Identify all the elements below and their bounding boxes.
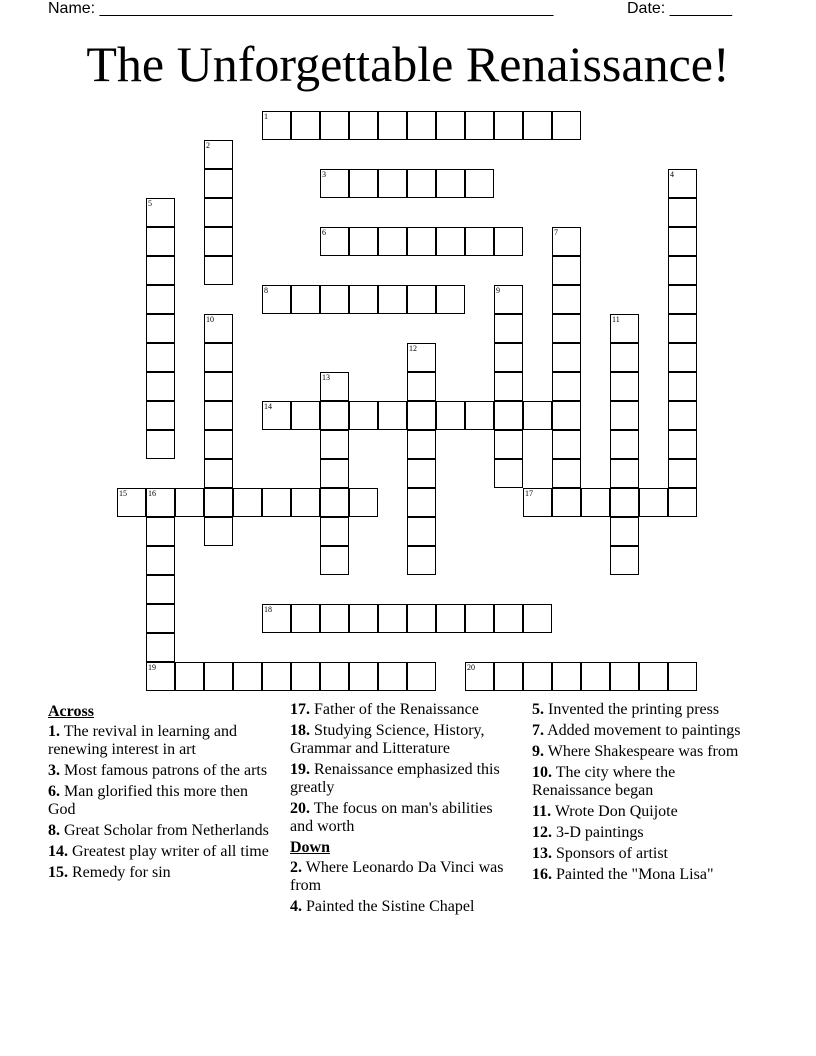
crossword-cell[interactable]	[610, 459, 639, 488]
clues-column-1	[48, 701, 273, 885]
crossword-cell[interactable]	[320, 604, 349, 633]
crossword-cell[interactable]	[349, 169, 378, 198]
clue-item	[532, 845, 757, 863]
clue-item	[48, 723, 273, 759]
crossword-cell[interactable]	[610, 662, 639, 691]
cell-number: 11	[612, 315, 620, 324]
clue-item	[48, 843, 273, 861]
cell-number: 20	[467, 663, 475, 672]
crossword-cell[interactable]	[552, 430, 581, 459]
clue-item	[532, 764, 757, 800]
crossword-cell[interactable]	[552, 111, 581, 140]
crossword-cell[interactable]	[146, 227, 175, 256]
clue-number: 12.	[532, 824, 552, 841]
crossword-cell[interactable]	[146, 546, 175, 575]
crossword-cell[interactable]	[175, 662, 204, 691]
cell-number: 1	[264, 112, 268, 121]
crossword-cell[interactable]	[291, 285, 320, 314]
crossword-cell[interactable]	[262, 662, 291, 691]
crossword-cell[interactable]	[407, 662, 436, 691]
crossword-cell[interactable]	[610, 401, 639, 430]
crossword-cell[interactable]	[523, 662, 552, 691]
crossword-cell[interactable]	[146, 285, 175, 314]
page-title: The Unforgettable Renaissance!	[86, 36, 730, 92]
crossword-cell[interactable]	[552, 459, 581, 488]
clue-text: The city where the Renaissance began	[532, 764, 676, 799]
clue-text: Renaissance emphasized this greatly	[290, 761, 500, 796]
clue-number: 13.	[532, 845, 552, 862]
clue-text: Great Scholar from Netherlands	[64, 822, 269, 839]
cell-number: 15	[119, 489, 127, 498]
clue-item	[290, 761, 518, 797]
crossword-cell[interactable]	[639, 488, 668, 517]
crossword-cell[interactable]	[552, 401, 581, 430]
clue-item	[532, 722, 757, 740]
crossword-cell[interactable]	[175, 488, 204, 517]
crossword-cell[interactable]	[349, 662, 378, 691]
crossword-cell[interactable]	[378, 285, 407, 314]
clue-number: 20.	[290, 800, 310, 817]
crossword-cell[interactable]	[436, 169, 465, 198]
crossword-cell[interactable]	[465, 169, 494, 198]
crossword-cell[interactable]	[407, 401, 436, 430]
clue-text: Invented the printing press	[548, 701, 720, 718]
crossword-cell[interactable]	[407, 285, 436, 314]
crossword-cell[interactable]	[291, 111, 320, 140]
clue-number: 18.	[290, 722, 310, 739]
crossword-cell[interactable]	[668, 430, 697, 459]
cell-number: 9	[496, 286, 500, 295]
crossword-cell[interactable]	[436, 111, 465, 140]
crossword-cell[interactable]	[610, 517, 639, 546]
crossword-cell[interactable]	[320, 285, 349, 314]
clue-text: Painted the "Mona Lisa"	[556, 866, 714, 883]
crossword-cell[interactable]	[146, 343, 175, 372]
crossword-cell[interactable]	[349, 488, 378, 517]
clue-text: Added movement to paintings	[547, 722, 741, 739]
crossword-cell[interactable]	[668, 227, 697, 256]
crossword-cell[interactable]	[146, 314, 175, 343]
crossword-cell[interactable]	[378, 401, 407, 430]
clue-text: Studying Science, History, Grammar and Litterature	[290, 722, 485, 757]
crossword-cell[interactable]	[436, 285, 465, 314]
crossword-cell[interactable]	[146, 372, 175, 401]
crossword-cell[interactable]	[320, 517, 349, 546]
cell-number: 13	[322, 373, 330, 382]
clue-item	[290, 800, 518, 836]
cell-number: 18	[264, 605, 272, 614]
crossword-cell[interactable]	[668, 372, 697, 401]
clue-text: Man glorified this more then God	[48, 783, 248, 818]
crossword-cell[interactable]	[146, 401, 175, 430]
clue-text: The focus on man's abilities and worth	[290, 800, 493, 835]
clue-item	[532, 824, 757, 842]
crossword-cell[interactable]	[233, 662, 262, 691]
clue-text: Greatest play writer of all time	[72, 843, 269, 860]
crossword-cell[interactable]	[465, 111, 494, 140]
crossword-cell[interactable]	[233, 488, 262, 517]
clue-number: 10.	[532, 764, 552, 781]
clue-item	[532, 701, 757, 719]
clue-text: Sponsors of artist	[556, 845, 668, 862]
crossword-cell[interactable]	[204, 198, 233, 227]
clue-number: 14.	[48, 843, 68, 860]
cell-number: 8	[264, 286, 268, 295]
date-field[interactable]: Date: _______	[627, 0, 732, 17]
clue-number: 7.	[532, 722, 544, 739]
crossword-cell[interactable]	[610, 430, 639, 459]
crossword-cell[interactable]	[320, 546, 349, 575]
crossword-cell[interactable]	[494, 459, 523, 488]
clue-text: The revival in learning and renewing interest in art	[48, 723, 237, 758]
clue-number: 6.	[48, 783, 60, 800]
clue-number: 17.	[290, 701, 310, 718]
crossword-cell[interactable]	[494, 662, 523, 691]
crossword-cell[interactable]	[494, 604, 523, 633]
crossword-cell[interactable]	[378, 111, 407, 140]
crossword-cell[interactable]	[523, 401, 552, 430]
crossword-cell[interactable]	[552, 662, 581, 691]
crossword-cell[interactable]	[407, 227, 436, 256]
crossword-cell[interactable]	[436, 227, 465, 256]
clue-number: 4.	[290, 898, 302, 915]
crossword-cell[interactable]	[465, 227, 494, 256]
crossword-cell[interactable]	[407, 459, 436, 488]
crossword-cell[interactable]	[610, 546, 639, 575]
clue-number: 15.	[48, 864, 68, 881]
clue-item	[532, 803, 757, 821]
crossword-cell[interactable]	[320, 111, 349, 140]
crossword-cell[interactable]	[407, 546, 436, 575]
crossword-cell[interactable]	[552, 285, 581, 314]
cell-number: 17	[525, 489, 533, 498]
crossword-cell[interactable]	[668, 662, 697, 691]
crossword-cell[interactable]	[494, 111, 523, 140]
crossword-cell[interactable]	[610, 372, 639, 401]
crossword-cell[interactable]	[668, 488, 697, 517]
clue-number: 5.	[532, 701, 544, 718]
crossword-cell[interactable]	[349, 285, 378, 314]
clue-number: 3.	[48, 762, 60, 779]
clue-text: Wrote Don Quijote	[554, 803, 678, 820]
crossword-cell[interactable]	[204, 227, 233, 256]
clue-item	[532, 743, 757, 761]
crossword-cell[interactable]	[494, 227, 523, 256]
crossword-cell[interactable]	[262, 488, 291, 517]
clue-number: 9.	[532, 743, 544, 760]
clue-number: 19.	[290, 761, 310, 778]
crossword-cell[interactable]	[320, 488, 349, 517]
crossword-cell[interactable]	[668, 343, 697, 372]
crossword-cell[interactable]	[378, 662, 407, 691]
cell-number: 7	[554, 228, 558, 237]
crossword-cell[interactable]	[407, 111, 436, 140]
crossword-cell[interactable]	[407, 372, 436, 401]
clue-number: 8.	[48, 822, 60, 839]
down-heading: Down	[290, 839, 331, 856]
clue-text: Remedy for sin	[72, 864, 171, 881]
crossword-cell[interactable]	[291, 488, 320, 517]
clue-number: 1.	[48, 723, 60, 740]
clue-item	[48, 822, 273, 840]
crossword-cell[interactable]	[378, 604, 407, 633]
cell-number: 6	[322, 228, 326, 237]
crossword-cell[interactable]	[610, 343, 639, 372]
crossword-cell[interactable]	[291, 604, 320, 633]
clue-text: Most famous patrons of the arts	[64, 762, 268, 779]
crossword-cell[interactable]	[320, 662, 349, 691]
clues-column-2	[290, 701, 518, 919]
clue-item	[532, 866, 757, 884]
crossword-cell[interactable]	[407, 169, 436, 198]
clue-number: 11.	[532, 803, 552, 820]
crossword-cell[interactable]	[204, 517, 233, 546]
crossword-cell[interactable]	[349, 604, 378, 633]
clue-text: Painted the Sistine Chapel	[306, 898, 475, 915]
crossword-cell[interactable]	[668, 314, 697, 343]
crossword-cell[interactable]	[291, 401, 320, 430]
crossword-cell[interactable]	[407, 488, 436, 517]
crossword-cell[interactable]	[494, 314, 523, 343]
crossword-cell[interactable]	[552, 314, 581, 343]
clue-item	[290, 722, 518, 758]
cell-number: 12	[409, 344, 417, 353]
clue-text: Where Shakespeare was from	[547, 743, 739, 760]
crossword-cell[interactable]	[465, 401, 494, 430]
crossword-cell[interactable]	[204, 401, 233, 430]
crossword-cell[interactable]	[668, 459, 697, 488]
crossword-cell[interactable]	[552, 488, 581, 517]
crossword-cell[interactable]	[436, 401, 465, 430]
crossword-cell[interactable]	[639, 662, 668, 691]
crossword-cell[interactable]	[146, 517, 175, 546]
crossword-cell[interactable]	[146, 604, 175, 633]
crossword-cell[interactable]	[581, 662, 610, 691]
crossword-cell[interactable]	[204, 459, 233, 488]
crossword-cell[interactable]	[320, 401, 349, 430]
crossword-cell[interactable]	[146, 430, 175, 459]
crossword-cell[interactable]	[204, 372, 233, 401]
cell-number: 16	[148, 489, 156, 498]
crossword-cell[interactable]	[407, 430, 436, 459]
cell-number: 2	[206, 141, 210, 150]
crossword-cell[interactable]	[465, 604, 494, 633]
clue-item	[290, 859, 518, 895]
crossword-cell[interactable]	[523, 604, 552, 633]
crossword-cell[interactable]	[204, 488, 233, 517]
crossword-cell[interactable]	[668, 285, 697, 314]
crossword-cell[interactable]	[204, 256, 233, 285]
crossword-cell[interactable]	[668, 198, 697, 227]
cell-number: 14	[264, 402, 272, 411]
crossword-cell[interactable]	[378, 227, 407, 256]
crossword-cell[interactable]	[523, 111, 552, 140]
crossword-cell[interactable]	[320, 459, 349, 488]
across-heading: Across	[48, 703, 94, 720]
cell-number: 5	[148, 199, 152, 208]
cell-number: 4	[670, 170, 674, 179]
clue-text: Father of the Renaissance	[314, 701, 479, 718]
cell-number: 19	[148, 663, 156, 672]
clue-number: 16.	[532, 866, 552, 883]
clue-number: 2.	[290, 859, 302, 876]
crossword-cell[interactable]	[204, 343, 233, 372]
clue-item	[48, 762, 273, 780]
crossword-cell[interactable]	[494, 343, 523, 372]
crossword-cell[interactable]	[349, 111, 378, 140]
crossword-cell[interactable]	[436, 604, 465, 633]
clue-item	[48, 783, 273, 819]
clue-text: 3-D paintings	[556, 824, 644, 841]
cell-number: 3	[322, 170, 326, 179]
clues-column-3	[532, 701, 757, 887]
crossword-cell[interactable]	[320, 430, 349, 459]
crossword-cell[interactable]	[494, 401, 523, 430]
clue-item	[290, 701, 518, 719]
name-field[interactable]: Name: ___________________________________________________	[48, 0, 554, 17]
crossword-cell[interactable]	[204, 662, 233, 691]
crossword-cell[interactable]	[552, 343, 581, 372]
crossword-cell[interactable]	[349, 227, 378, 256]
crossword-cell[interactable]	[552, 372, 581, 401]
crossword-cell[interactable]	[552, 256, 581, 285]
cell-number: 10	[206, 315, 214, 324]
crossword-cell[interactable]	[204, 430, 233, 459]
clue-item	[290, 898, 518, 916]
crossword-cell[interactable]	[610, 488, 639, 517]
crossword-cell[interactable]	[146, 256, 175, 285]
crossword-cell[interactable]	[494, 430, 523, 459]
crossword-cell[interactable]	[668, 401, 697, 430]
clue-item	[48, 864, 273, 882]
crossword-cell[interactable]	[668, 256, 697, 285]
crossword-cell[interactable]	[494, 372, 523, 401]
crossword-cell[interactable]	[204, 169, 233, 198]
crossword-cell[interactable]	[349, 401, 378, 430]
crossword-cell[interactable]	[291, 662, 320, 691]
crossword-cell[interactable]	[407, 517, 436, 546]
crossword-cell[interactable]	[146, 575, 175, 604]
clue-text: Where Leonardo Da Vinci was from	[290, 859, 504, 894]
crossword-cell[interactable]	[146, 633, 175, 662]
crossword-cell[interactable]	[378, 169, 407, 198]
crossword-cell[interactable]	[581, 488, 610, 517]
crossword-cell[interactable]	[407, 604, 436, 633]
